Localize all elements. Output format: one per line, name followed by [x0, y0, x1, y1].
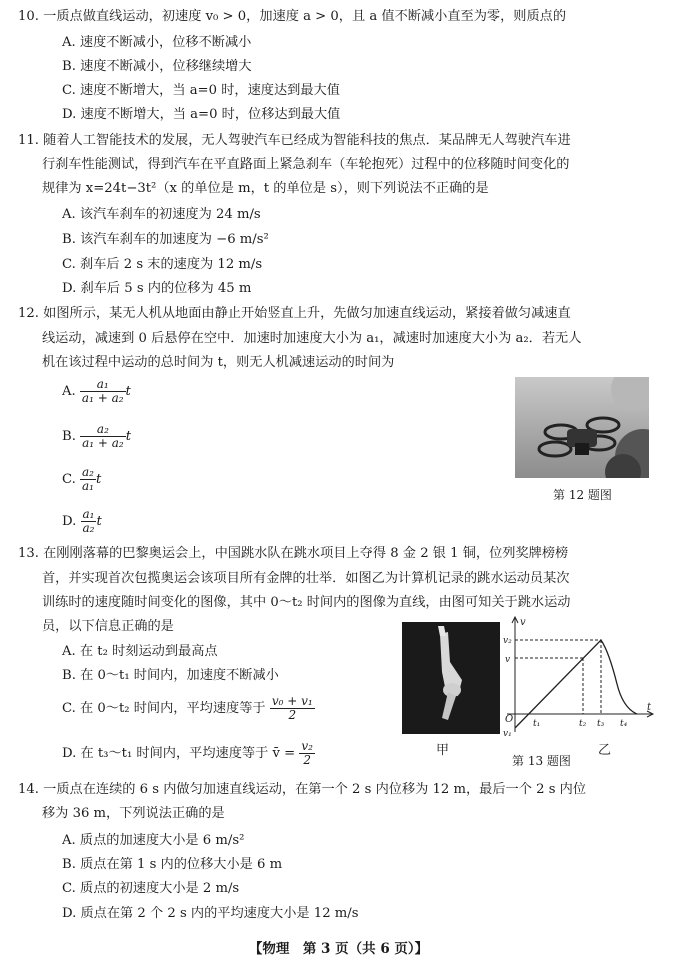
v2-label: v₂ — [503, 636, 512, 646]
q10-option-d: D. 速度不断增大，当 a=0 时，位移达到最大值 — [62, 107, 341, 122]
q14-stem-line-2: 移为 36 m，下列说法正确的是 — [42, 806, 225, 821]
q14-option-d: D. 质点在第 2 个 2 s 内的平均速度大小是 12 m/s — [62, 906, 359, 921]
q12-stem-line-1: 12. 如图所示，某无人机从地面由静止开始竖直上升，先做匀加速直线运动，紧接着做匀减速直 — [18, 306, 571, 321]
q11-stem-line-2: 行刹车性能测试，得到汽车在平直路面上紧急刹车（车轮抱死）过程中的位移随时间变化的 — [42, 157, 570, 172]
q13-stem-line-2: 首，并实现首次包揽奥运会该项目所有金牌的壮举．如图乙为计算机记录的跳水运动员某次 — [42, 571, 570, 586]
v1-label: v₁ — [503, 729, 512, 739]
q11-option-d: D. 刹车后 5 s 内的位移为 45 m — [62, 281, 252, 296]
q13-caption: 第 13 题图 — [512, 754, 571, 768]
page-footer: 【物理 第 3 页（共 6 页）】 — [248, 941, 429, 957]
v-axis-label: v — [520, 617, 526, 628]
q11-option-a: A. 该汽车刹车的初速度为 24 m/s — [62, 207, 261, 222]
q12-stem-line-2: 线运动，减速到 0 后悬停在空中．加速时加速度大小为 a₁，减速时加速度大小为 a₂．若无人 — [42, 331, 582, 346]
q12-option-b: B. $\frac{\text{a₂}}{\text{a₁ + a₂}}$ t — [62, 422, 132, 450]
q12-caption: 第 12 题图 — [553, 488, 612, 502]
q10-option-a: A. 速度不断减小，位移不断减小 — [62, 35, 252, 50]
q13-option-c: C. 在 0～t₂ 时间内，平均速度等于 $\frac{\text{v₀ + v₁}}{2}$ — [62, 694, 313, 722]
q12-stem-line-3: 机在该过程中运动的总时间为 t，则无人机减速运动的时间为 — [42, 355, 395, 370]
t4-label: t₄ — [620, 719, 628, 729]
diver-photo — [402, 622, 500, 734]
q14-option-a: A. 质点的加速度大小是 6 m/s² — [62, 833, 245, 848]
q13-option-a: A. 在 t₂ 时刻运动到最高点 — [62, 644, 218, 659]
q13-option-b: B. 在 0～t₁ 时间内，加速度不断减小 — [62, 668, 279, 683]
label-yi: 乙 — [598, 743, 612, 758]
q11-option-c: C. 刹车后 2 s 末的速度为 12 m/s — [62, 257, 263, 272]
q11-stem-line-1: 11. 随着人工智能技术的发展，无人驾驶汽车已经成为智能科技的焦点．某品牌无人驾驶汽车进 — [18, 133, 571, 148]
t2-label: t₂ — [579, 719, 587, 729]
q14-option-c: C. 质点的初速度大小是 2 m/s — [62, 881, 240, 896]
q14-option-b: B. 质点在第 1 s 内的位移大小是 6 m — [62, 857, 283, 872]
q11-option-b: B. 该汽车刹车的加速度为 −6 m/s² — [62, 232, 269, 247]
q12-option-c: C. $\frac{\text{a₂}}{\text{a₁}}$ t — [62, 465, 102, 493]
q13-option-d: D. 在 t₃～t₁ 时间内，平均速度等于 v̄ = $\frac{\text{v₂}}{2}$ — [62, 739, 313, 767]
q12-option-a: A. $\frac{\text{a₁}}{\text{a₁ + a₂}}$ t — [62, 377, 131, 405]
q10-stem: 10. 一质点做直线运动，初速度 v₀ > 0，加速度 a > 0，且 a 值不断减小直至为零，则质点的 — [18, 9, 567, 24]
drone-photo — [515, 377, 649, 478]
velocity-curve — [515, 640, 637, 728]
q12-option-d: D. $\frac{\text{a₁}}{\text{a₂}}$ t — [62, 507, 102, 535]
t-axis-label: t — [647, 702, 652, 713]
t3-label: t₃ — [597, 719, 605, 729]
t1-label: t₁ — [533, 719, 541, 729]
q13-stem-line-3: 训练时的速度随时间变化的图像，其中 0～t₂ 时间内的图像为直线，由图可知关于跳水运动 — [42, 595, 571, 610]
label-jia: 甲 — [436, 743, 450, 758]
q13-stem-line-4: 员，以下信息正确的是 — [42, 619, 174, 634]
v-label: v — [505, 655, 511, 665]
q11-stem-line-3: 规律为 x=24t−3t²（x 的单位是 m，t 的单位是 s），则下列说法不正确的是 — [42, 181, 489, 196]
q13-stem-line-1: 13. 在刚刚落幕的巴黎奥运会上，中国跳水队在跳水项目上夺得 8 金 2 银 1 铜，位列奖牌榜榜 — [18, 546, 569, 561]
origin-label: O — [505, 714, 514, 725]
q14-stem-line-1: 14. 一质点在连续的 6 s 内做匀加速直线运动，在第一个 2 s 内位移为 12 m，最后一个 2 s 内位 — [18, 782, 587, 797]
q10-option-b: B. 速度不断减小，位移继续增大 — [62, 59, 252, 74]
velocity-time-graph — [503, 614, 657, 742]
q10-option-c: C. 速度不断增大，当 a=0 时，速度达到最大值 — [62, 83, 340, 98]
